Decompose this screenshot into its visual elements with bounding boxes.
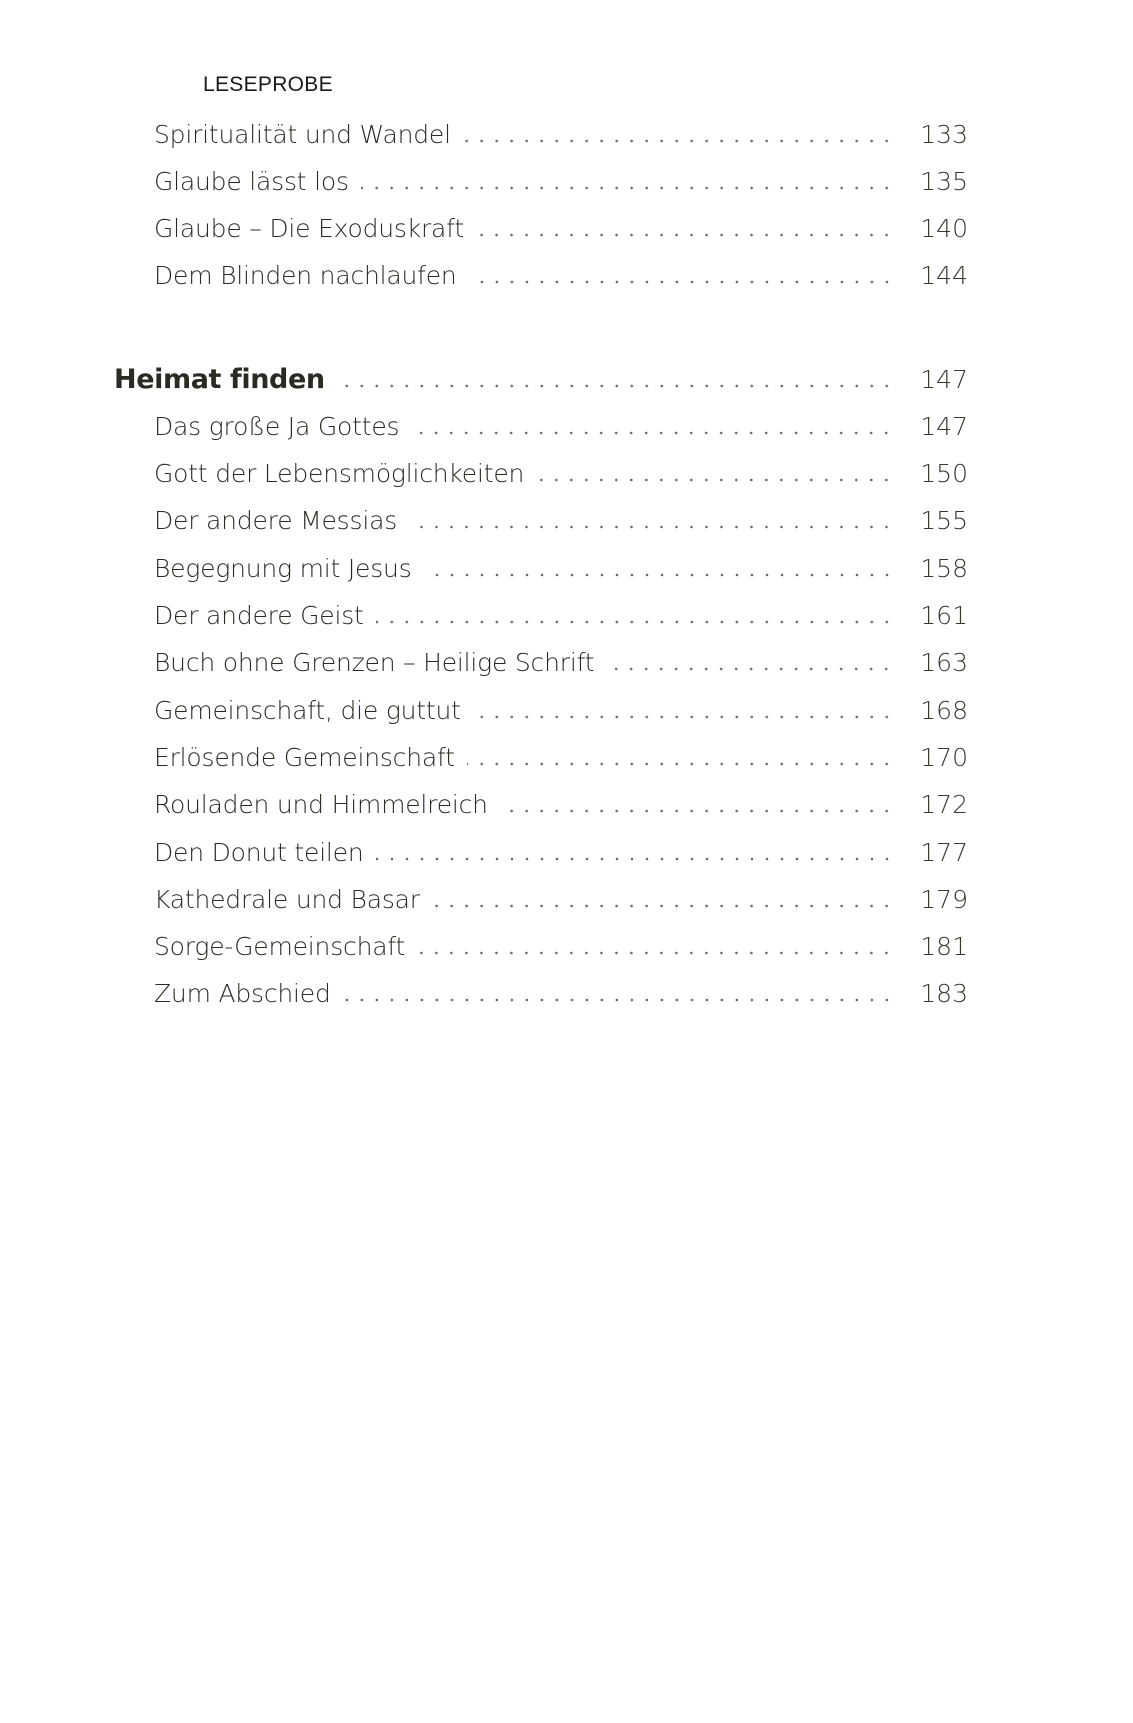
toc-entry-page: 147 (920, 411, 968, 441)
toc-entry-page: 181 (920, 931, 968, 961)
toc-entry-title: Glaube – Die Exoduskraft (154, 213, 464, 243)
toc-entry (154, 784, 968, 824)
dot-leader (606, 666, 894, 672)
dot-leader (467, 761, 894, 767)
toc-entry-title: Gott der Lebensmöglichkeiten (154, 458, 525, 488)
toc-entry-title: Rouladen und Himmelreich (154, 789, 488, 819)
toc-entry (154, 255, 968, 295)
toc-entry-title: Glaube lässt los (154, 166, 349, 196)
toc-entry (154, 642, 968, 682)
dot-leader (424, 572, 894, 578)
toc-entry (154, 114, 968, 154)
toc-entry (154, 500, 968, 540)
toc-entry-title: Erlösende Gemeinschaft (154, 742, 455, 772)
toc-entry (154, 973, 968, 1013)
toc-entry-page: 135 (920, 166, 968, 196)
dot-leader (417, 950, 894, 956)
dot-leader (432, 903, 894, 909)
dot-leader (469, 279, 894, 285)
toc-entry-page: 158 (920, 553, 968, 583)
toc-entry-title: Zum Abschied (154, 978, 331, 1008)
toc-entry-page: 144 (920, 260, 968, 290)
dot-leader (411, 430, 894, 436)
dot-leader (409, 524, 894, 530)
page-header-label: LESEPROBE (203, 73, 333, 96)
toc-entry-title: Sorge-Gemeinschaft (154, 931, 406, 961)
toc-entry-title: Kathedrale und Basar (154, 884, 420, 914)
toc-entry (154, 406, 968, 446)
toc-entry-page: 150 (920, 458, 968, 488)
toc-entry (154, 453, 968, 493)
toc-entry (154, 737, 968, 777)
toc-entry-page: 161 (920, 600, 968, 630)
toc-entry-page: 140 (920, 213, 968, 243)
toc-entry-title: Buch ohne Grenzen – Heilige Schrift (154, 647, 595, 677)
toc-entry (154, 832, 968, 872)
dot-leader (361, 185, 894, 191)
toc-entry-page: 172 (920, 789, 968, 819)
toc-entry-page: 179 (920, 884, 968, 914)
toc-entry-page: 163 (920, 647, 968, 677)
toc-entry (154, 161, 968, 201)
toc-entry-title: Das große Ja Gottes (154, 411, 400, 441)
toc-entry-page: 170 (920, 742, 968, 772)
toc-chapter-title: Heimat finden (114, 363, 325, 395)
dot-leader (376, 619, 894, 625)
dot-leader (476, 232, 894, 238)
toc-entry-title: Den Donut teilen (154, 837, 364, 867)
toc-entry-title: Spiritualität und Wandel (154, 119, 451, 149)
dot-leader (500, 808, 894, 814)
toc-entry (154, 926, 968, 966)
toc-entry-page: 168 (920, 695, 968, 725)
dot-leader (337, 383, 894, 389)
toc-chapter-entry (114, 359, 968, 399)
toc-entry-title: Gemeinschaft, die guttut (154, 695, 461, 725)
toc-entry-page: 177 (920, 837, 968, 867)
toc-entry (154, 595, 968, 635)
dot-leader (343, 997, 894, 1003)
toc-entry-title: Begegnung mit Jesus (154, 553, 412, 583)
dot-leader (463, 138, 894, 144)
toc-entry (154, 548, 968, 588)
toc-entry (154, 208, 968, 248)
toc-entry-page: 155 (920, 505, 968, 535)
toc-entry-page: 183 (920, 978, 968, 1008)
toc-entry-title: Dem Blinden nachlaufen (154, 260, 457, 290)
toc-chapter-page: 147 (920, 364, 968, 394)
dot-leader (536, 477, 894, 483)
toc-entry (154, 879, 968, 919)
dot-leader (376, 856, 894, 862)
toc-entry (154, 690, 968, 730)
toc-entry-page: 133 (920, 119, 968, 149)
toc-entry-title: Der andere Messias (154, 505, 398, 535)
dot-leader (473, 714, 894, 720)
toc-entry-title: Der andere Geist (154, 600, 364, 630)
